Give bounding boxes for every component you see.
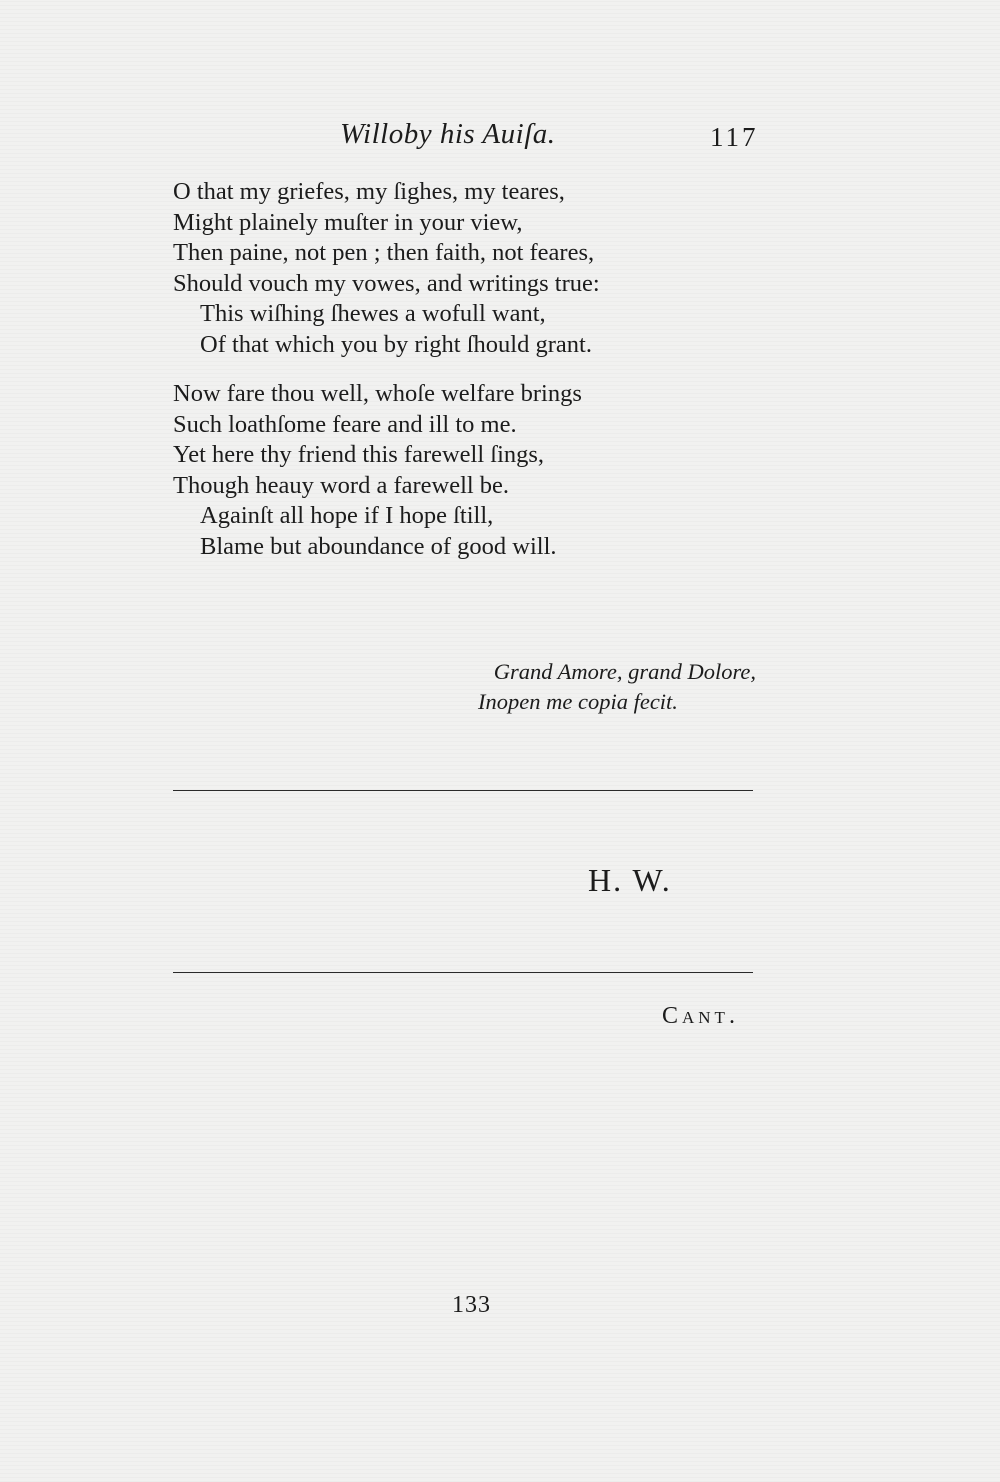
folio-number: 133 bbox=[452, 1292, 491, 1318]
verse-line: Of that which you by right ſhould grant. bbox=[200, 330, 592, 358]
verse-line: Should vouch my vowes, and writings true: bbox=[173, 269, 600, 297]
verse-line: Blame but aboundance of good will. bbox=[200, 532, 557, 560]
motto bbox=[380, 657, 760, 717]
verse-line: O that my griefes, my ſighes, my teares, bbox=[173, 178, 565, 205]
verse-line: Then paine, not pen ; then faith, not feares, bbox=[173, 239, 595, 266]
verse-line: Though heauy word a farewell be. bbox=[173, 471, 510, 499]
page-number: 117 bbox=[710, 122, 759, 152]
verse-line: Might plainely muſter in your view, bbox=[173, 208, 523, 236]
motto-line: Grand Amore, grand Dolore, bbox=[493, 659, 756, 684]
verse-line: This wiſhing ſhewes a wofull want, bbox=[200, 300, 546, 327]
verse-line: Now fare thou well, whoſe welfare brings bbox=[173, 380, 582, 407]
running-title: Willoby his Auiſa. bbox=[340, 118, 556, 150]
motto-line: Inopen me copia fecit. bbox=[478, 689, 678, 714]
horizontal-rule bbox=[173, 790, 753, 791]
horizontal-rule bbox=[173, 972, 753, 973]
stanza bbox=[173, 379, 582, 562]
verse-line: Againſt all hope if I hope ſtill, bbox=[200, 502, 494, 529]
catchword: Cant. bbox=[662, 1003, 739, 1029]
stanza bbox=[173, 177, 600, 360]
verse-line: Yet here thy friend this farewell ſings, bbox=[173, 441, 545, 468]
verse-line: Such loathſome feare and ill to me. bbox=[173, 410, 517, 438]
signature-initials: H. W. bbox=[588, 862, 672, 898]
